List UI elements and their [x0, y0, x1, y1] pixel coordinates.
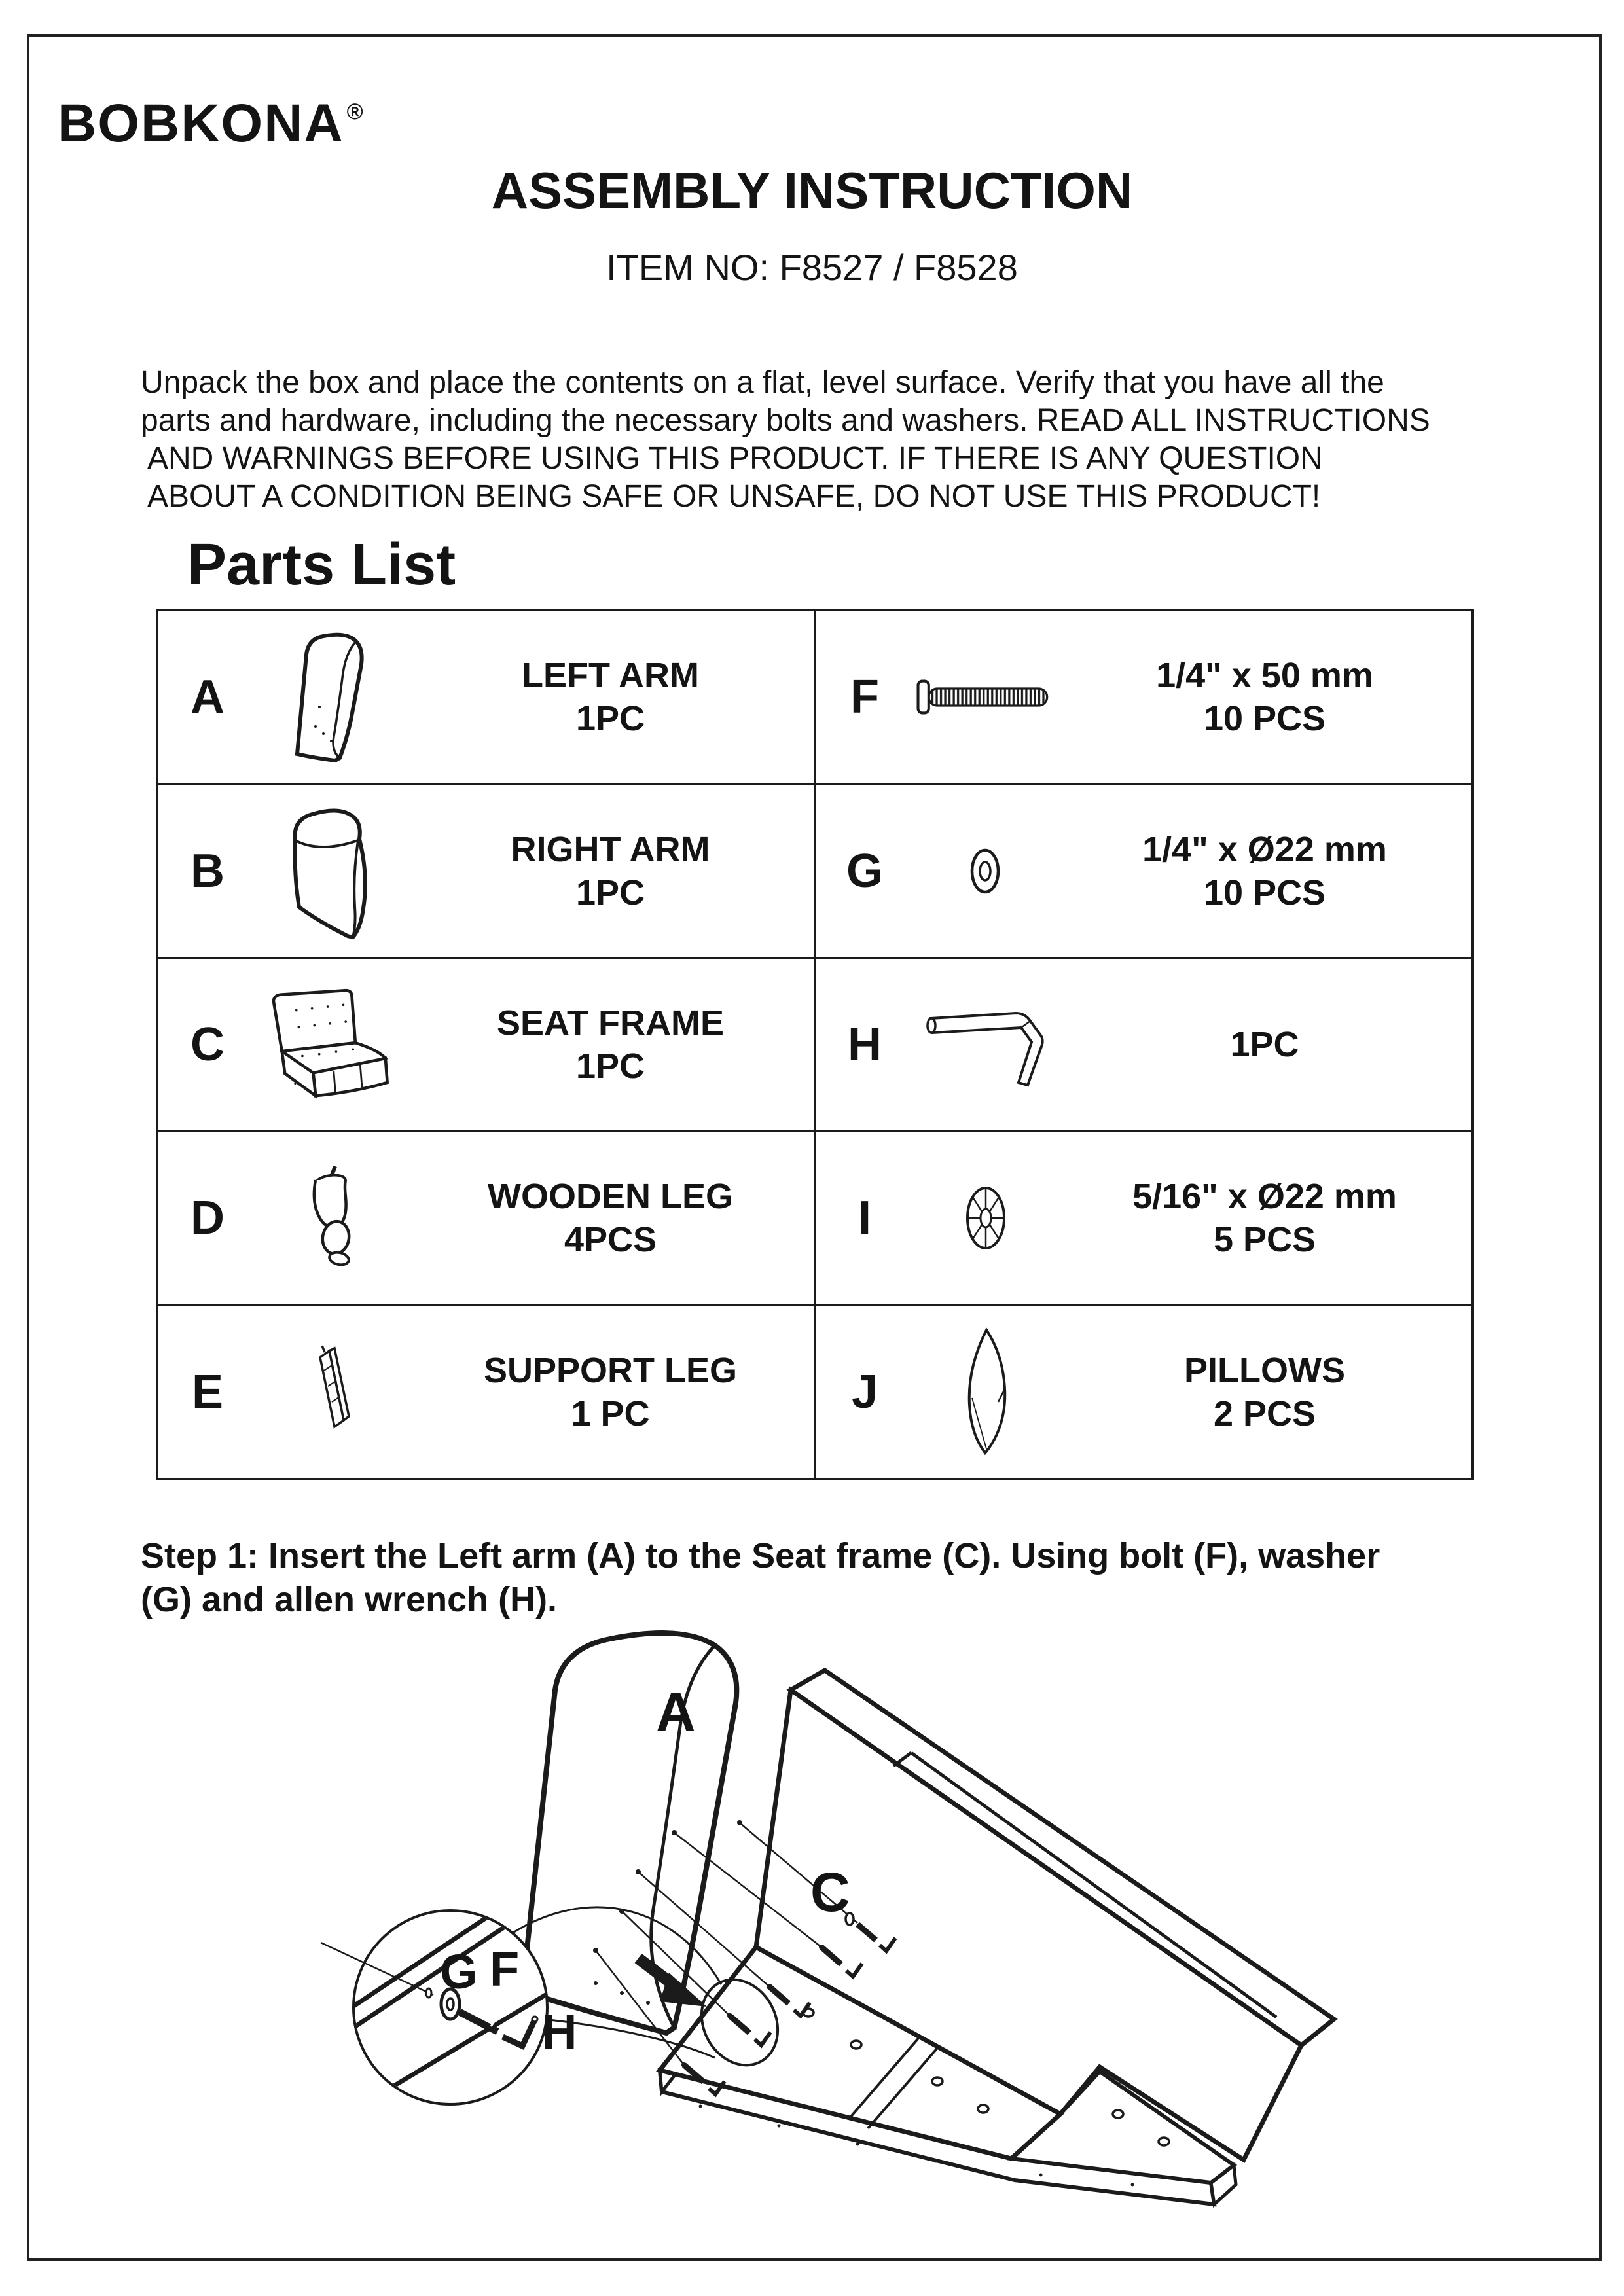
- intro-line: ABOUT A CONDITION BEING SAFE OR UNSAFE, DO NOT USE THIS PRODUCT!: [147, 479, 1321, 514]
- pillow-icon: [914, 1325, 1058, 1459]
- part-cell-b: [158, 785, 814, 956]
- label-wrench: H: [542, 2005, 577, 2059]
- parts-table-row: [158, 611, 1471, 783]
- part-qty: 1PC: [575, 872, 645, 912]
- part-qty: 5 PCS: [1213, 1220, 1316, 1260]
- intro-line: AND WARNINGS BEFORE USING THIS PRODUCT. IF THERE IS ANY QUESTION: [147, 441, 1323, 476]
- part-name: WOODEN LEG: [488, 1177, 733, 1217]
- part-qty: 1PC: [1230, 1025, 1299, 1065]
- part-name: LEFT ARM: [522, 656, 699, 696]
- part-cell-a: [158, 611, 814, 783]
- parts-table-row: [158, 1304, 1471, 1478]
- part-desc: [1058, 828, 1471, 914]
- label-arm: A: [656, 1681, 696, 1743]
- right-arm-icon: [257, 797, 407, 944]
- label-bolt: F: [490, 1942, 520, 1996]
- part-desc: [407, 654, 814, 740]
- part-qty: 10 PCS: [1203, 872, 1326, 912]
- part-letter: B: [190, 844, 225, 897]
- part-letter: I: [857, 1192, 871, 1245]
- part-letter: C: [190, 1018, 225, 1071]
- brand-logo: [58, 93, 365, 154]
- part-qty: 1PC: [575, 1047, 645, 1086]
- seat-frame-icon: [257, 982, 407, 1107]
- part-desc: [1058, 654, 1471, 740]
- brand-name: BOBKONA: [58, 94, 344, 153]
- doc-title: ASSEMBLY INSTRUCTION: [491, 162, 1133, 219]
- support-leg-icon: [257, 1343, 407, 1441]
- part-cell-h: [814, 959, 1471, 1130]
- part-letter: A: [190, 671, 225, 724]
- part-qty: 4PCS: [564, 1220, 657, 1260]
- intro-line: Unpack the box and place the contents on a flat, level surface. Verify that you have all the: [141, 365, 1384, 400]
- part-letter: G: [846, 844, 883, 897]
- part-letter: J: [851, 1365, 878, 1418]
- part-letter: D: [190, 1192, 225, 1245]
- part-desc: [407, 1175, 814, 1261]
- wooden-leg-icon: [257, 1164, 407, 1272]
- parts-table: [156, 609, 1474, 1480]
- part-desc: [1058, 1349, 1471, 1435]
- part-qty: 1PC: [575, 699, 645, 739]
- item-number: ITEM NO: F8527 / F8528: [606, 247, 1018, 288]
- part-letter: F: [850, 671, 879, 724]
- part-cell-i: [814, 1132, 1471, 1304]
- parts-table-row: [158, 783, 1471, 956]
- part-desc: [1058, 1023, 1471, 1066]
- part-name: 1/4" x 50 mm: [1156, 656, 1373, 696]
- part-cell-c: [158, 959, 814, 1130]
- washer-icon: [914, 838, 1058, 904]
- registered-mark-icon: ®: [346, 99, 365, 124]
- part-name: 5/16" x Ø22 mm: [1132, 1177, 1397, 1217]
- step1-line: (G) and allen wrench (H).: [141, 1580, 558, 1619]
- label-frame: C: [810, 1861, 850, 1923]
- part-qty: 2 PCS: [1213, 1393, 1316, 1433]
- part-name: 1/4" x Ø22 mm: [1142, 829, 1387, 869]
- part-desc: [1058, 1175, 1471, 1261]
- step1-line: Step 1: Insert the Left arm (A) to the Seat frame (C). Using bolt (F), washer: [141, 1536, 1380, 1575]
- part-cell-j: [814, 1306, 1471, 1478]
- part-letter: H: [848, 1018, 882, 1071]
- left-arm-icon: [257, 628, 407, 766]
- part-desc: [407, 828, 814, 914]
- part-cell-e: [158, 1306, 814, 1478]
- part-qty: 1 PC: [571, 1393, 650, 1433]
- parts-table-row: [158, 1130, 1471, 1304]
- part-cell-f: [814, 611, 1471, 783]
- spoke-washer-icon: [914, 1177, 1058, 1259]
- part-name: PILLOWS: [1184, 1350, 1345, 1390]
- part-cell-g: [814, 785, 1471, 956]
- left-arm-drawing: [522, 1633, 736, 2033]
- intro-line: parts and hardware, including the necessary bolts and washers. READ ALL INSTRUCTIONS: [141, 403, 1430, 438]
- intro-paragraph: [141, 364, 1528, 516]
- allen-wrench-icon: [914, 997, 1058, 1092]
- seat-frame-drawing: [660, 1670, 1334, 2204]
- part-desc: [407, 1349, 814, 1435]
- part-cell-d: [158, 1132, 814, 1304]
- parts-table-row: [158, 957, 1471, 1130]
- part-qty: 10 PCS: [1203, 699, 1326, 739]
- parts-list-heading: Parts List: [187, 532, 456, 598]
- label-washer: G: [440, 1945, 478, 1999]
- part-name: RIGHT ARM: [511, 829, 710, 869]
- part-name: SUPPORT LEG: [483, 1350, 738, 1390]
- assembly-diagram: [281, 1590, 1394, 2284]
- part-name: SEAT FRAME: [497, 1003, 724, 1043]
- part-desc: [407, 1001, 814, 1088]
- bolt-icon: [914, 671, 1058, 723]
- part-letter: E: [191, 1365, 224, 1418]
